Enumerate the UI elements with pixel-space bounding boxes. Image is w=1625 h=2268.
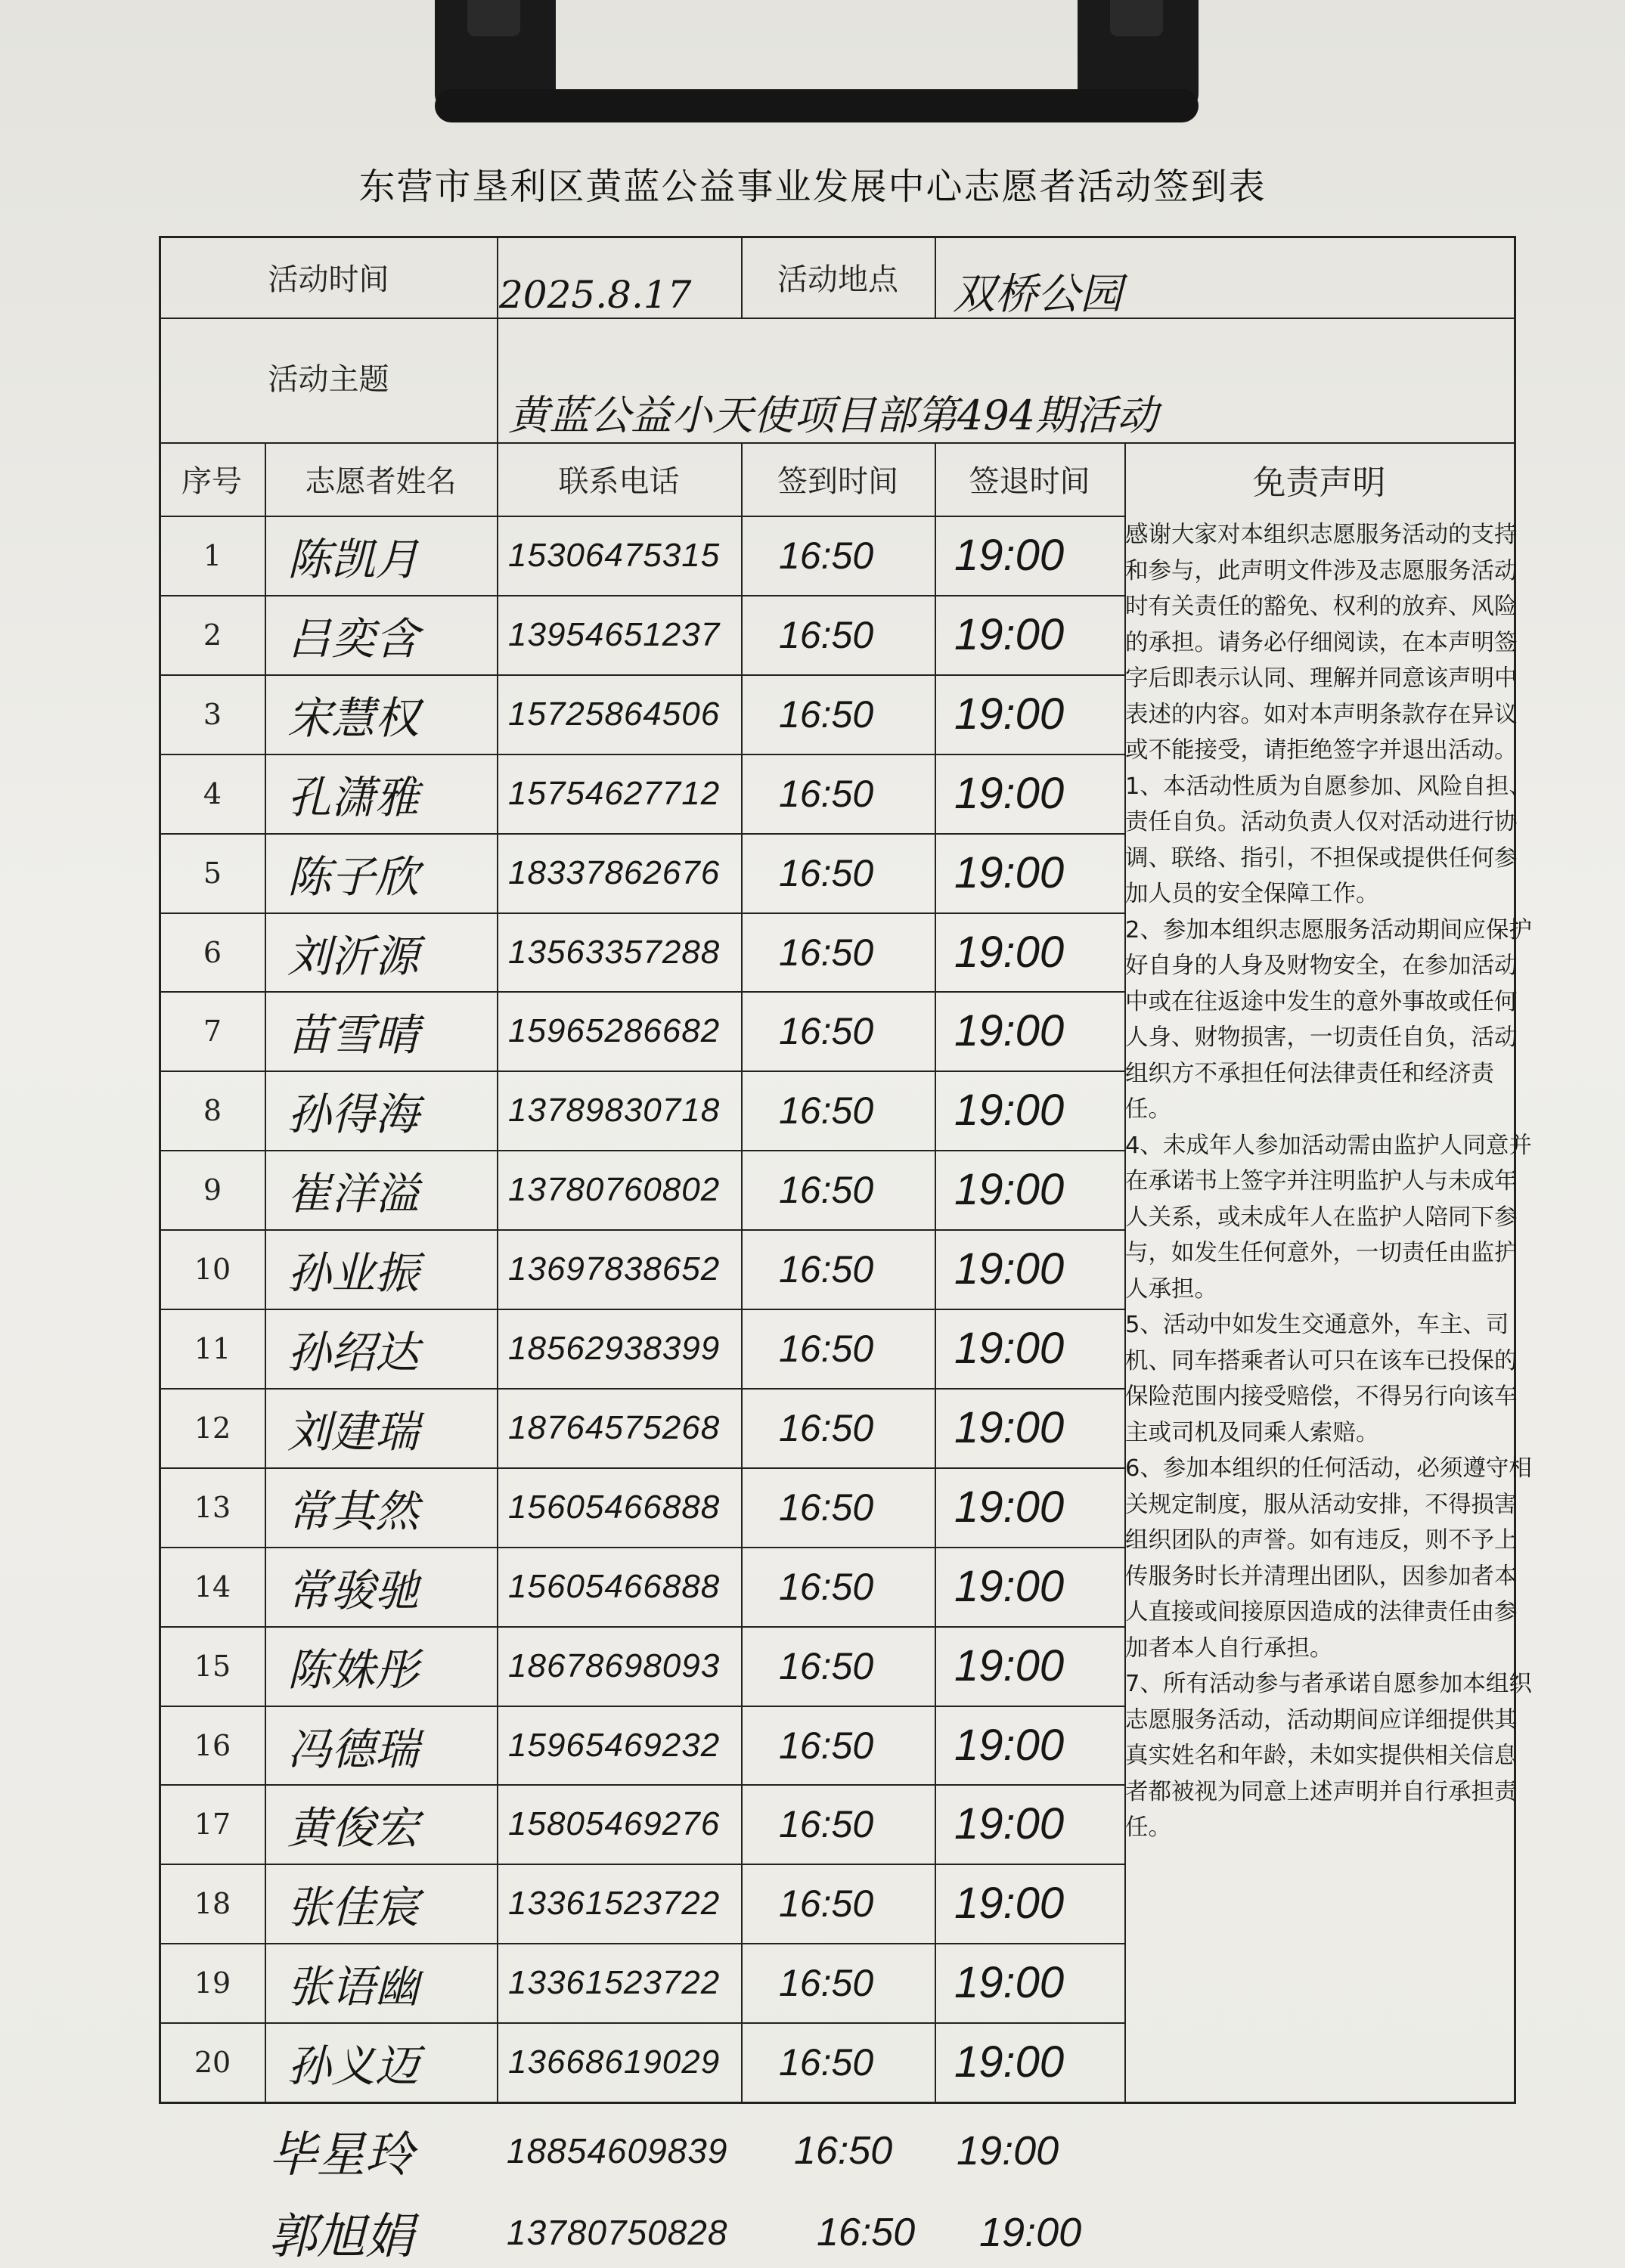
row-number: 1 (203, 538, 222, 572)
volunteer-name: 刘建瑞 (287, 1405, 420, 1458)
checkin-time: 16:50 (779, 1961, 874, 2004)
column-line-3 (741, 442, 743, 2102)
column-line-4 (935, 442, 936, 2102)
checkout-time: 19:00 (954, 689, 1065, 739)
checkin-time: 16:50 (779, 772, 874, 815)
checkout-time: 19:00 (954, 1483, 1065, 1532)
volunteer-name: 孙业振 (287, 1247, 420, 1299)
checkout-time: 19:00 (954, 848, 1065, 897)
checkin-time: 16:50 (779, 613, 874, 656)
volunteer-name: 刘沂源 (287, 930, 420, 982)
header-vline-c (935, 236, 936, 318)
row-number: 18 (194, 1886, 231, 1920)
phone-number: 15306475315 (508, 536, 721, 574)
checkin-time: 16:50 (779, 1327, 874, 1370)
checkout-time: 19:00 (954, 1799, 1065, 1848)
column-header-2: 志愿者姓名 (305, 464, 457, 499)
checkout-time: 19:00 (954, 1006, 1065, 1055)
place-label: 活动地点 (777, 262, 898, 297)
checkout-time: 19:00 (954, 1562, 1065, 1611)
phone-number: 18678698093 (508, 1647, 721, 1684)
checkin-time: 16:50 (779, 1089, 874, 1132)
checkout-time: 19:00 (954, 610, 1065, 659)
volunteer-name: 吕奕含 (287, 612, 420, 665)
time-value: 2025.8.17 (499, 273, 692, 317)
row-number: 12 (194, 1411, 231, 1445)
column-header-5: 签退时间 (969, 464, 1090, 499)
checkin-time: 16:50 (779, 1724, 874, 1767)
checkin-time: 16:50 (779, 1565, 874, 1608)
extra-checkin-time: 16:50 (817, 2210, 916, 2254)
extra-volunteer-name: 郭旭娟 (268, 2208, 414, 2265)
volunteer-name: 孙义迈 (287, 2040, 420, 2092)
row-number: 5 (203, 856, 222, 890)
checkout-time: 19:00 (954, 1324, 1065, 1373)
column-header-3: 联系电话 (558, 464, 680, 499)
checkout-time: 19:00 (954, 1958, 1065, 2007)
checkin-time: 16:50 (779, 1406, 874, 1449)
header-vline-a (497, 236, 498, 442)
phone-number: 13668619029 (508, 2043, 721, 2081)
column-header-1: 序号 (181, 464, 242, 499)
extra-volunteer-name: 毕星玲 (268, 2127, 414, 2183)
phone-number: 13954651237 (508, 615, 721, 653)
row-number: 10 (194, 1252, 231, 1286)
row-number: 3 (203, 697, 222, 731)
volunteer-name: 陈凯月 (287, 533, 420, 585)
row-number: 4 (203, 776, 222, 810)
phone-number: 18337862676 (508, 854, 721, 891)
row-number: 15 (194, 1649, 231, 1683)
column-line-1 (265, 442, 266, 2102)
checkin-time: 16:50 (779, 1644, 874, 1687)
theme-value: 黄蓝公益小天使项目部第494期活动 (508, 391, 1158, 439)
checkin-time: 16:50 (779, 1168, 874, 1211)
row-number: 19 (194, 1966, 231, 2000)
phone-number: 15725864506 (508, 695, 721, 733)
table-border-bottom (159, 2102, 1514, 2104)
row-number: 16 (194, 1728, 231, 1762)
disclaimer-text: 感谢大家对本组织志愿服务活动的支持和参与，此声明文件涉及志愿服务活动时有关责任的豁免、权利的放弃、风险的承担。请务必仔细阅读，在本声明签字后即表示认同、理解并同意该声明中表述的内容。如对本声明条款存在异议或不能接受，请拒绝签字并退出活动。 1、本活动性质为自愿参加、风险自担、责任自负。活动负责人仅对活动进行协调、联络、指引，不担保或提供任何参加人员的安全保障工作。 2、参加本组织志愿服务活动期间应保护好自身的人身及财物安全，在参加活动中或在往返途中发生的意外事故或任何人身、财物损害，一切责任自负，活动组织方不承担任何法律责任和经济责任。 4、未成年人参加活动需由监护人同意并在承诺书上签字并注明监护人与未成年人关系，或未成年人在监护人陪同下参与，如发生任何意外，一切责任由监护人承担。 5、活动中如发生交通意外，车主、司机、同车搭乘者认可只在该车已投保的保险范围内接受赔偿，不得另行向该车主或司机及同乘人索赔。 6、参加本组织的任何活动，必须遵守相关规定制度，服从活动安排，不得损害组织团队的声誉。如有违反，则不予上传服务时长并清理出团队，因参加者本人直接或间接原因造成的法律责任由参加者本人自行承担。 7、所有活动参与者承诺自愿参加本组织志愿服务活动，活动期间应详细提供其真实姓名和年龄，未如实提供相关信息者都被视为同意上述声明并自行承担责任。 (1125, 522, 1532, 1841)
checkout-time: 19:00 (954, 1879, 1065, 1928)
column-line-2 (497, 442, 498, 2102)
volunteer-name: 张佳宸 (287, 1881, 420, 1933)
volunteer-name: 冯德瑞 (287, 1723, 420, 1775)
extra-checkout-time: 19:00 (979, 2209, 1082, 2255)
phone-number: 13563357288 (508, 933, 721, 971)
column-header-6: 免责声明 (1252, 463, 1386, 502)
checkin-time: 16:50 (779, 2040, 874, 2084)
checkin-time: 16:50 (779, 1882, 874, 1925)
checkin-time: 16:50 (779, 1802, 874, 1845)
phone-number: 15965286682 (508, 1012, 721, 1049)
checkin-time: 16:50 (779, 1247, 874, 1290)
phone-number: 13697838652 (508, 1250, 721, 1287)
checkout-time: 19:00 (954, 1403, 1065, 1452)
clipboard-clip-right-cap (1110, 0, 1163, 36)
column-header-4: 签到时间 (777, 464, 898, 499)
phone-number: 15805469276 (508, 1805, 721, 1842)
checkin-time: 16:50 (779, 1009, 874, 1052)
checkout-time: 19:00 (954, 1721, 1065, 1770)
phone-number: 13780760802 (508, 1170, 721, 1208)
row-number: 8 (203, 1093, 222, 1127)
theme-label: 活动主题 (268, 362, 389, 397)
row-number: 17 (194, 1807, 231, 1841)
volunteer-name: 常骏驰 (287, 1564, 420, 1616)
phone-number: 15605466888 (508, 1567, 721, 1605)
extra-checkout-time: 19:00 (957, 2128, 1059, 2174)
place-value: 双桥公园 (953, 270, 1122, 319)
document-title: 东营市垦利区黄蓝公益事业发展中心志愿者活动签到表 (358, 166, 1267, 208)
extra-phone-number: 18854609839 (507, 2131, 728, 2170)
phone-number: 13361523722 (508, 1884, 721, 1922)
row-number: 2 (203, 618, 222, 652)
phone-number: 18764575268 (508, 1408, 721, 1446)
row-number: 6 (203, 935, 222, 969)
row-number: 7 (203, 1014, 222, 1048)
checkin-time: 16:50 (779, 851, 874, 894)
volunteer-name: 陈姝彤 (287, 1644, 420, 1696)
phone-number: 15754627712 (508, 774, 721, 812)
row-number: 20 (194, 2045, 231, 2079)
checkin-time: 16:50 (779, 534, 874, 577)
extra-phone-number: 13780750828 (507, 2212, 728, 2252)
volunteer-name: 崔洋溢 (287, 1167, 420, 1219)
phone-number: 13361523722 (508, 1963, 721, 2001)
volunteer-name: 常其然 (287, 1485, 420, 1537)
checkout-time: 19:00 (954, 1165, 1065, 1214)
volunteer-name: 陈子欣 (287, 850, 420, 903)
volunteer-name: 孙得海 (287, 1088, 420, 1140)
extra-checkin-time: 16:50 (794, 2129, 893, 2173)
volunteer-name: 张语幽 (287, 1960, 420, 2012)
checkout-time: 19:00 (954, 2037, 1065, 2087)
checkin-time: 16:50 (779, 1486, 874, 1529)
phone-number: 13789830718 (508, 1091, 721, 1129)
checkin-time: 16:50 (779, 931, 874, 974)
checkin-time: 16:50 (779, 692, 874, 736)
checkout-time: 19:00 (954, 928, 1065, 977)
checkout-time: 19:00 (954, 531, 1065, 580)
phone-number: 18562938399 (508, 1329, 721, 1367)
checkout-time: 19:00 (954, 1641, 1065, 1690)
volunteer-name: 宋慧权 (287, 692, 420, 744)
volunteer-name: 苗雪晴 (287, 1009, 420, 1061)
phone-number: 15965469232 (508, 1726, 721, 1764)
checkout-time: 19:00 (954, 1244, 1065, 1294)
row-number: 11 (194, 1331, 231, 1365)
row-number: 14 (194, 1569, 231, 1603)
volunteer-name: 黄俊宏 (287, 1802, 420, 1854)
phone-number: 15605466888 (508, 1488, 721, 1526)
clipboard-clip-left-cap (467, 0, 520, 36)
clipboard-clip-bar (435, 89, 1199, 122)
row-number: 13 (194, 1490, 231, 1524)
time-label: 活动时间 (268, 262, 389, 297)
checkout-time: 19:00 (954, 769, 1065, 818)
row-number: 9 (203, 1173, 222, 1207)
volunteer-name: 孙绍达 (287, 1326, 420, 1378)
checkout-time: 19:00 (954, 1086, 1065, 1135)
volunteer-name: 孔潇雅 (287, 771, 420, 823)
